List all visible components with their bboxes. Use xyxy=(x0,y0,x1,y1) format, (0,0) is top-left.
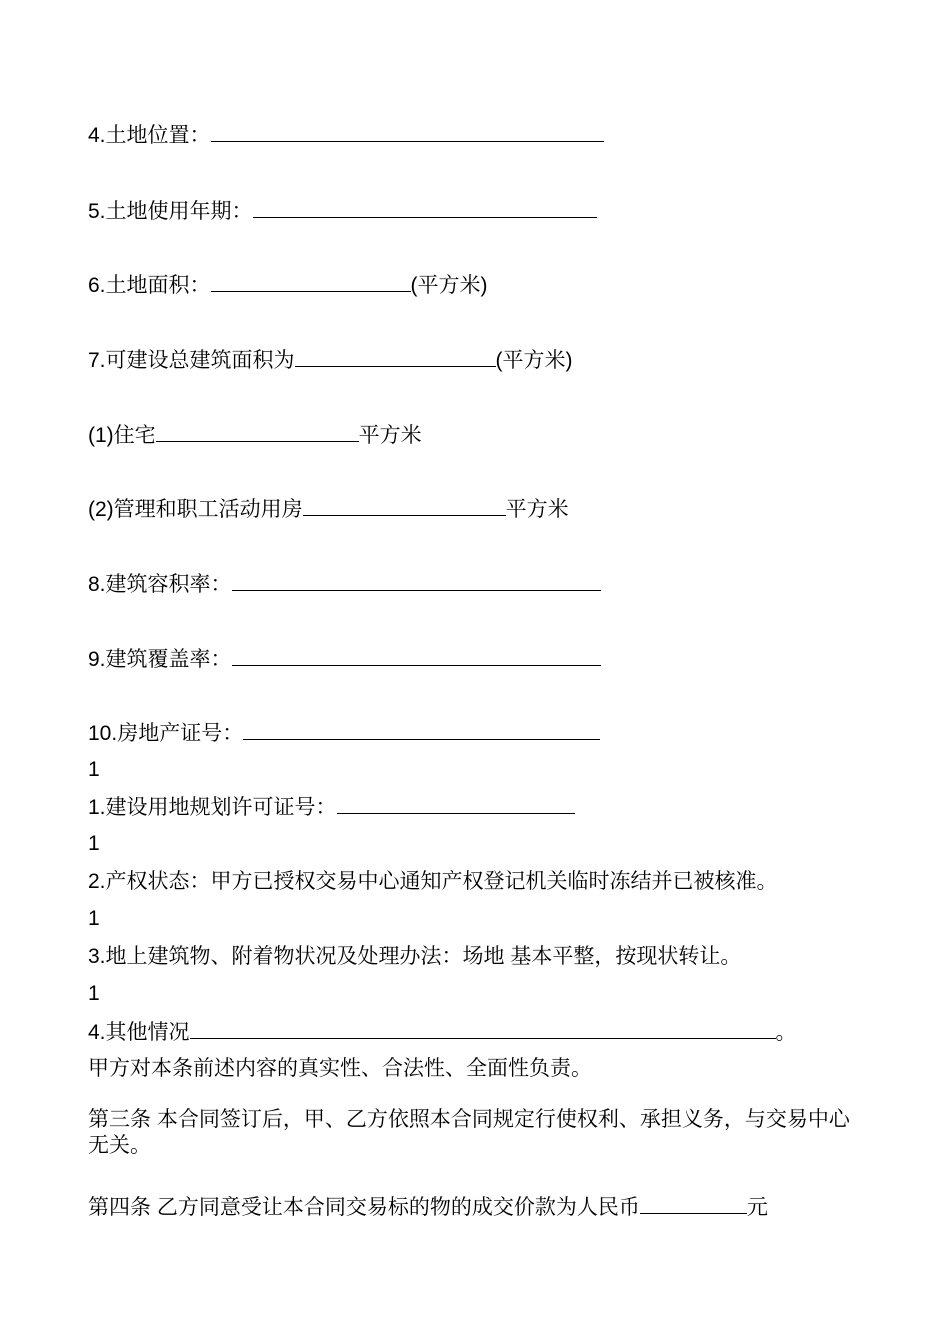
fill-blank[interactable] xyxy=(640,1194,747,1214)
label: 1.建设用地规划许可证号： xyxy=(88,796,337,819)
label: 4.土地位置： xyxy=(88,124,211,147)
item-land-area xyxy=(88,272,488,299)
unit: 平方米 xyxy=(505,498,569,521)
unit: (平方米) xyxy=(495,349,573,372)
article-3: 第三条 本合同签订后，甲、乙方依照本合同规定行使权利、承担义务，与交易中心无关。 xyxy=(88,1108,850,1157)
fill-blank[interactable] xyxy=(243,720,600,740)
fill-blank[interactable] xyxy=(253,198,597,218)
marker: 1 xyxy=(88,758,100,781)
fill-blank[interactable] xyxy=(303,496,506,516)
item-property-status: 2.产权状态：甲方已授权交易中心通知产权登记机关临时冻结并已被核准。 xyxy=(88,870,778,893)
label: 8.建筑容积率： xyxy=(88,573,232,596)
fill-blank[interactable] xyxy=(295,347,496,367)
unit: (平方米) xyxy=(410,274,488,297)
unit: 元 xyxy=(746,1196,768,1219)
label: 9.建筑覆盖率： xyxy=(88,648,232,671)
item-land-location xyxy=(88,122,604,149)
marker: 1 xyxy=(88,982,100,1005)
fill-blank[interactable] xyxy=(211,122,604,142)
fill-blank[interactable] xyxy=(232,571,601,591)
end-mark: 。 xyxy=(775,1021,797,1044)
item-buildings: 3.地上建筑物、附着物状况及处理办法：场地 基本平整，按现状转让。 xyxy=(88,945,742,968)
fill-blank[interactable] xyxy=(156,422,359,442)
label: 7.可建设总建筑面积为 xyxy=(88,349,295,372)
item-management-housing xyxy=(88,496,569,523)
label: 10.房地产证号： xyxy=(88,722,244,745)
label: 6.土地面积： xyxy=(88,274,211,297)
fill-blank[interactable] xyxy=(232,646,601,666)
marker: 1 xyxy=(88,907,100,930)
item-other xyxy=(88,1019,797,1046)
item-residential xyxy=(88,422,422,449)
fill-blank[interactable] xyxy=(190,1019,776,1039)
label: 5.土地使用年期： xyxy=(88,200,253,223)
item-planning-permit xyxy=(88,794,575,821)
item-plot-ratio xyxy=(88,571,601,598)
fill-blank[interactable] xyxy=(211,272,411,292)
article-4 xyxy=(88,1194,768,1221)
label: 第四条 乙方同意受让本合同交易标的物的成交价款为人民币 xyxy=(88,1196,640,1219)
label: (2)管理和职工活动用房 xyxy=(88,498,303,521)
item-total-floor-area xyxy=(88,347,573,374)
responsibility-statement: 甲方对本条前述内容的真实性、合法性、全面性负责。 xyxy=(88,1057,592,1080)
fill-blank[interactable] xyxy=(337,794,575,814)
label: 4.其他情况 xyxy=(88,1021,190,1044)
item-land-term xyxy=(88,198,597,225)
unit: 平方米 xyxy=(358,424,422,447)
marker: 1 xyxy=(88,832,100,855)
item-property-cert xyxy=(88,720,600,747)
label: (1)住宅 xyxy=(88,424,156,447)
item-coverage-ratio xyxy=(88,646,601,673)
